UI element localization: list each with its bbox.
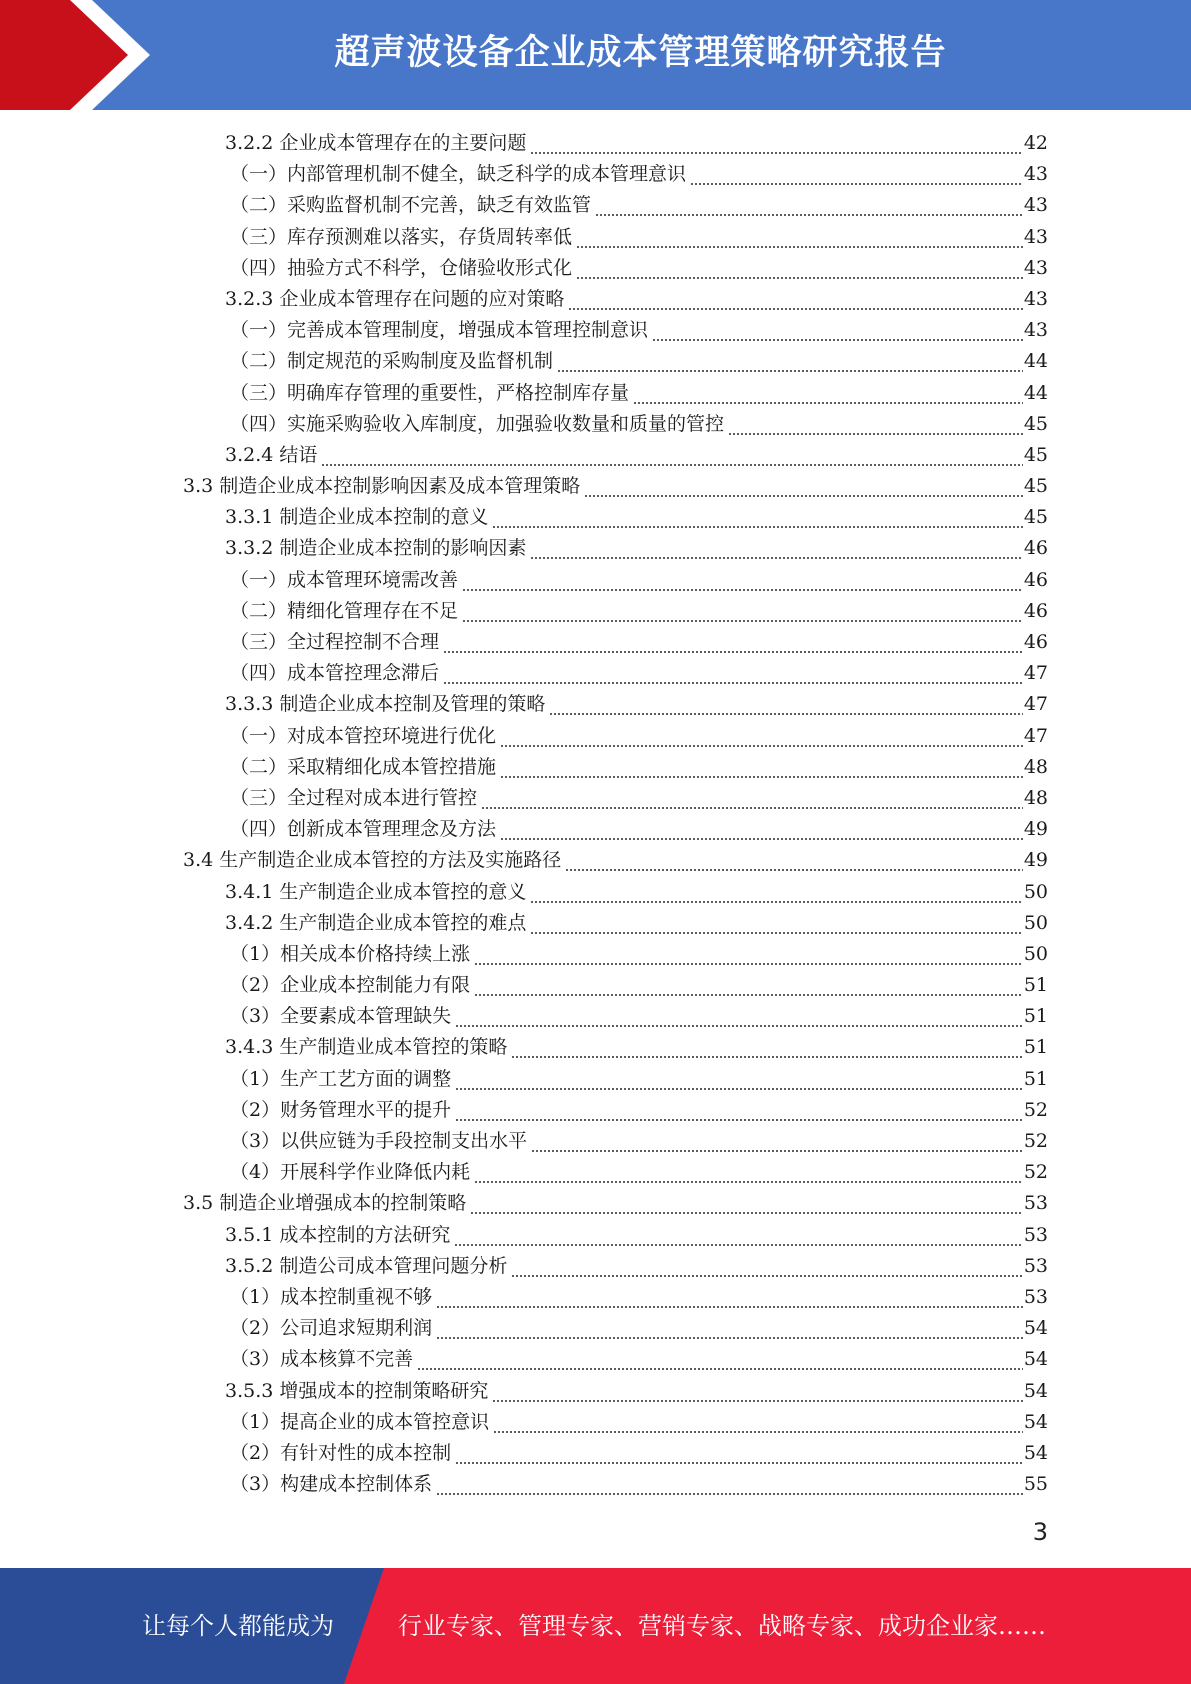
toc-leader-dots [462, 596, 1023, 627]
toc-entry-page: 43 [1023, 256, 1048, 279]
toc-entry[interactable] [0, 658, 1191, 689]
toc-entry-page: 49 [1023, 849, 1048, 872]
red-arrow-decoration [0, 0, 160, 110]
toc-leader-dots [436, 1282, 1023, 1313]
toc-entry[interactable] [0, 1064, 1191, 1095]
toc-entry-page: 54 [1023, 1317, 1048, 1340]
toc-entry-label: 3.2.3 企业成本管理存在问题的应对策略 [225, 287, 565, 310]
page-footer [0, 1568, 1191, 1684]
toc-leader-dots [474, 939, 1023, 970]
toc-entry-label: 3.5.2 制造公司成本管理问题分析 [225, 1254, 508, 1277]
toc-entry[interactable] [0, 1095, 1191, 1126]
toc-entry[interactable] [0, 596, 1191, 627]
toc-entry[interactable] [0, 1032, 1191, 1063]
toc-entry[interactable] [0, 1220, 1191, 1251]
toc-entry-label: 3.4.1 生产制造企业成本管控的意义 [225, 880, 527, 903]
toc-entry-label: （三）全过程对成本进行管控 [230, 786, 478, 809]
toc-entry-page: 53 [1023, 1254, 1048, 1277]
toc-leader-dots [455, 1064, 1023, 1095]
toc-entry-label: （4）开展科学作业降低内耗 [230, 1161, 471, 1184]
toc-entry-page: 53 [1023, 1285, 1048, 1308]
toc-leader-dots [500, 721, 1023, 752]
toc-entry-page: 51 [1023, 1036, 1048, 1059]
toc-entry-label: 3.4 生产制造企业成本管控的方法及实施路径 [183, 849, 562, 872]
toc-entry-page: 44 [1023, 381, 1048, 404]
toc-entry-page: 47 [1023, 693, 1048, 716]
toc-entry[interactable] [0, 627, 1191, 658]
toc-leader-dots [565, 845, 1023, 876]
toc-entry[interactable] [0, 877, 1191, 908]
toc-entry-label: （1）生产工艺方面的调整 [230, 1067, 452, 1090]
toc-entry-label: （2）企业成本控制能力有限 [230, 974, 471, 997]
toc-leader-dots [474, 970, 1023, 1001]
toc-entry-label: （四）创新成本管理理念及方法 [230, 818, 497, 841]
toc-entry[interactable] [0, 1407, 1191, 1438]
toc-entry-page: 43 [1023, 225, 1048, 248]
toc-entry-label: （一）完善成本管理制度，增强成本管理控制意识 [230, 319, 649, 342]
toc-entry[interactable] [0, 1157, 1191, 1188]
toc-leader-dots [584, 471, 1023, 502]
toc-entry-label: （2）财务管理水平的提升 [230, 1098, 452, 1121]
toc-leader-dots [530, 877, 1022, 908]
toc-entry[interactable] [0, 222, 1191, 253]
toc-entry-label: 3.4.3 生产制造业成本管控的策略 [225, 1036, 508, 1059]
toc-entry-label: （3）以供应链为手段控制支出水平 [230, 1130, 528, 1152]
toc-entry[interactable] [0, 378, 1191, 409]
toc-entry[interactable] [0, 689, 1191, 720]
toc-entry[interactable] [0, 159, 1191, 190]
toc-entry-label: （三）明确库存管理的重要性，严格控制库存量 [230, 381, 630, 404]
toc-entry-label: （1）提高企业的成本管控意识 [230, 1410, 490, 1433]
toc-entry[interactable] [0, 253, 1191, 284]
toc-entry-label: （二）采取精细化成本管控措施 [230, 755, 497, 778]
toc-entry[interactable] [0, 1251, 1191, 1282]
toc-entry-page: 53 [1023, 1192, 1048, 1215]
toc-leader-dots [690, 159, 1023, 190]
toc-leader-dots [443, 658, 1023, 689]
toc-entry-label: （二）制定规范的采购制度及监督机制 [230, 350, 554, 373]
footer-slogan-right: 行业专家、管理专家、营销专家、战略专家、成功企业家…… [398, 1612, 1046, 1640]
toc-entry[interactable] [0, 502, 1191, 533]
toc-leader-dots [492, 502, 1022, 533]
toc-entry[interactable] [0, 908, 1191, 939]
toc-entry-label: （一）内部管理机制不健全，缺乏科学的成本管理意识 [230, 163, 687, 186]
toc-entry[interactable] [0, 1126, 1191, 1157]
toc-entry[interactable] [0, 783, 1191, 814]
toc-entry-page: 47 [1023, 662, 1048, 685]
toc-entry[interactable] [0, 814, 1191, 845]
toc-entry[interactable] [0, 1188, 1191, 1219]
toc-leader-dots [474, 1157, 1023, 1188]
toc-entry-label: （2）公司追求短期利润 [230, 1317, 433, 1340]
toc-leader-dots [568, 284, 1022, 315]
toc-leader-dots [500, 814, 1023, 845]
toc-entry-label: （三）全过程控制不合理 [230, 631, 440, 653]
toc-entry[interactable] [0, 1282, 1191, 1313]
toc-entry[interactable] [0, 1001, 1191, 1032]
toc-leader-dots [481, 783, 1023, 814]
toc-leader-dots [436, 1313, 1023, 1344]
toc-entry-page: 54 [1023, 1410, 1048, 1433]
toc-entry[interactable] [0, 970, 1191, 1001]
toc-entry[interactable] [0, 1469, 1191, 1500]
toc-entry-page: 42 [1023, 132, 1048, 154]
toc-entry-page: 53 [1023, 1223, 1048, 1246]
toc-entry-page: 45 [1023, 443, 1048, 466]
toc-leader-dots [436, 1469, 1023, 1500]
toc-entry[interactable] [0, 1344, 1191, 1375]
toc-leader-dots [455, 1438, 1023, 1469]
toc-entry-label: （3）全要素成本管理缺失 [230, 1005, 452, 1028]
toc-entry-page: 44 [1023, 350, 1048, 373]
page-header [0, 0, 1191, 110]
toc-entry[interactable] [0, 315, 1191, 346]
toc-entry-label: （1）相关成本价格持续上涨 [230, 942, 471, 965]
toc-leader-dots [557, 346, 1023, 377]
toc-entry-page: 46 [1023, 599, 1048, 622]
toc-entry[interactable] [0, 565, 1191, 596]
toc-leader-dots [595, 190, 1023, 221]
toc-leader-dots [455, 1001, 1023, 1032]
toc-entry-label: 3.3.2 制造企业成本控制的影响因素 [225, 537, 527, 560]
toc-entry-page: 50 [1023, 911, 1048, 934]
toc-entry-label: （三）库存预测难以落实，存货周转率低 [230, 225, 573, 248]
toc-leader-dots [728, 409, 1023, 440]
toc-entry-label: （四）抽验方式不科学，仓储验收形式化 [230, 256, 573, 279]
toc-leader-dots [470, 1188, 1023, 1219]
toc-leader-dots [417, 1344, 1023, 1375]
toc-leader-dots [454, 1220, 1022, 1251]
toc-entry-page: 54 [1023, 1379, 1048, 1402]
toc-leader-dots [455, 1095, 1023, 1126]
toc-entry-label: 3.5.1 成本控制的方法研究 [225, 1223, 451, 1246]
toc-leader-dots [530, 533, 1022, 564]
footer-slogan-left: 让每个人都能成为 [142, 1612, 334, 1640]
toc-entry[interactable] [0, 721, 1191, 752]
toc-leader-dots [633, 378, 1023, 409]
toc-entry-page: 43 [1023, 163, 1048, 186]
toc-entry-page: 43 [1023, 287, 1048, 310]
toc-entry-page: 46 [1023, 631, 1048, 653]
toc-entry-label: （3）构建成本控制体系 [230, 1473, 433, 1496]
toc-entry-page: 46 [1023, 568, 1048, 591]
toc-leader-dots [549, 689, 1022, 720]
toc-leader-dots [530, 128, 1022, 159]
toc-entry-page: 43 [1023, 319, 1048, 342]
toc-entry[interactable] [0, 284, 1191, 315]
toc-entry-page: 52 [1023, 1161, 1048, 1184]
toc-entry-page: 51 [1023, 1067, 1048, 1090]
toc-entry[interactable] [0, 939, 1191, 970]
toc-entry-page: 48 [1023, 786, 1048, 809]
toc-entry-page: 45 [1023, 506, 1048, 529]
toc-entry-label: （一）成本管理环境需改善 [230, 568, 459, 591]
toc-leader-dots [511, 1032, 1022, 1063]
toc-leader-dots [321, 440, 1022, 471]
toc-leader-dots [652, 315, 1023, 346]
toc-entry-page: 52 [1023, 1130, 1048, 1152]
toc-entry-label: 3.2.2 企业成本管理存在的主要问题 [225, 132, 527, 154]
toc-leader-dots [531, 1126, 1023, 1157]
toc-entry[interactable] [0, 1376, 1191, 1407]
toc-entry-label: 3.4.2 生产制造企业成本管控的难点 [225, 911, 527, 934]
toc-entry-page: 46 [1023, 537, 1048, 560]
toc-entry[interactable] [0, 409, 1191, 440]
toc-entry[interactable] [0, 128, 1191, 159]
toc-entry[interactable] [0, 346, 1191, 377]
toc-leader-dots [443, 627, 1023, 658]
toc-entry-label: （四）实施采购验收入库制度，加强验收数量和质量的管控 [230, 412, 725, 435]
toc-entry-page: 52 [1023, 1098, 1048, 1121]
document-title: 超声波设备企业成本管理策略研究报告 [334, 33, 947, 73]
toc-entry-label: 3.2.4 结语 [225, 443, 318, 466]
toc-entry-page: 48 [1023, 755, 1048, 778]
toc-entry-page: 51 [1023, 974, 1048, 997]
toc-entry-page: 43 [1023, 194, 1048, 217]
toc-leader-dots [530, 908, 1022, 939]
toc-leader-dots [493, 1407, 1023, 1438]
toc-entry[interactable] [0, 471, 1191, 502]
toc-entry-page: 54 [1023, 1348, 1048, 1371]
toc-entry-page: 50 [1023, 942, 1048, 965]
toc-entry[interactable] [0, 1313, 1191, 1344]
toc-leader-dots [492, 1376, 1022, 1407]
toc-entry-page: 49 [1023, 818, 1048, 841]
toc-entry-page: 50 [1023, 880, 1048, 903]
toc-entry-label: 3.3 制造企业成本控制影响因素及成本管理策略 [183, 475, 581, 498]
toc-entry-label: （四）成本管控理念滞后 [230, 662, 440, 685]
toc-leader-dots [500, 752, 1023, 783]
page-number: 3 [1032, 1518, 1048, 1546]
toc-entry-page: 45 [1023, 475, 1048, 498]
toc-entry-label: （二）采购监督机制不完善，缺乏有效监管 [230, 194, 592, 217]
toc-entry-label: （二）精细化管理存在不足 [230, 599, 459, 622]
toc-entry-label: （2）有针对性的成本控制 [230, 1441, 452, 1464]
toc-entry[interactable] [0, 440, 1191, 471]
toc-leader-dots [462, 565, 1023, 596]
toc-entry[interactable] [0, 752, 1191, 783]
toc-entry-label: （1）成本控制重视不够 [230, 1285, 433, 1308]
toc-leader-dots [511, 1251, 1022, 1282]
toc-entry-page: 47 [1023, 724, 1048, 747]
toc-entry-page: 51 [1023, 1005, 1048, 1028]
table-of-contents [0, 128, 1191, 1500]
toc-entry-label: 3.3.1 制造企业成本控制的意义 [225, 506, 489, 529]
toc-entry-page: 54 [1023, 1441, 1048, 1464]
toc-entry-label: 3.3.3 制造企业成本控制及管理的策略 [225, 693, 546, 716]
toc-entry-label: 3.5.3 增强成本的控制策略研究 [225, 1379, 489, 1402]
toc-leader-dots [576, 222, 1023, 253]
toc-entry-page: 45 [1023, 412, 1048, 435]
toc-leader-dots [576, 253, 1023, 284]
toc-entry-label: （3）成本核算不完善 [230, 1348, 414, 1371]
toc-entry[interactable] [0, 533, 1191, 564]
toc-entry-label: （一）对成本管控环境进行优化 [230, 724, 497, 747]
toc-entry-page: 55 [1023, 1473, 1048, 1496]
toc-entry[interactable] [0, 190, 1191, 221]
toc-entry[interactable] [0, 1438, 1191, 1469]
toc-entry-label: 3.5 制造企业增强成本的控制策略 [183, 1192, 467, 1215]
toc-entry[interactable] [0, 845, 1191, 876]
